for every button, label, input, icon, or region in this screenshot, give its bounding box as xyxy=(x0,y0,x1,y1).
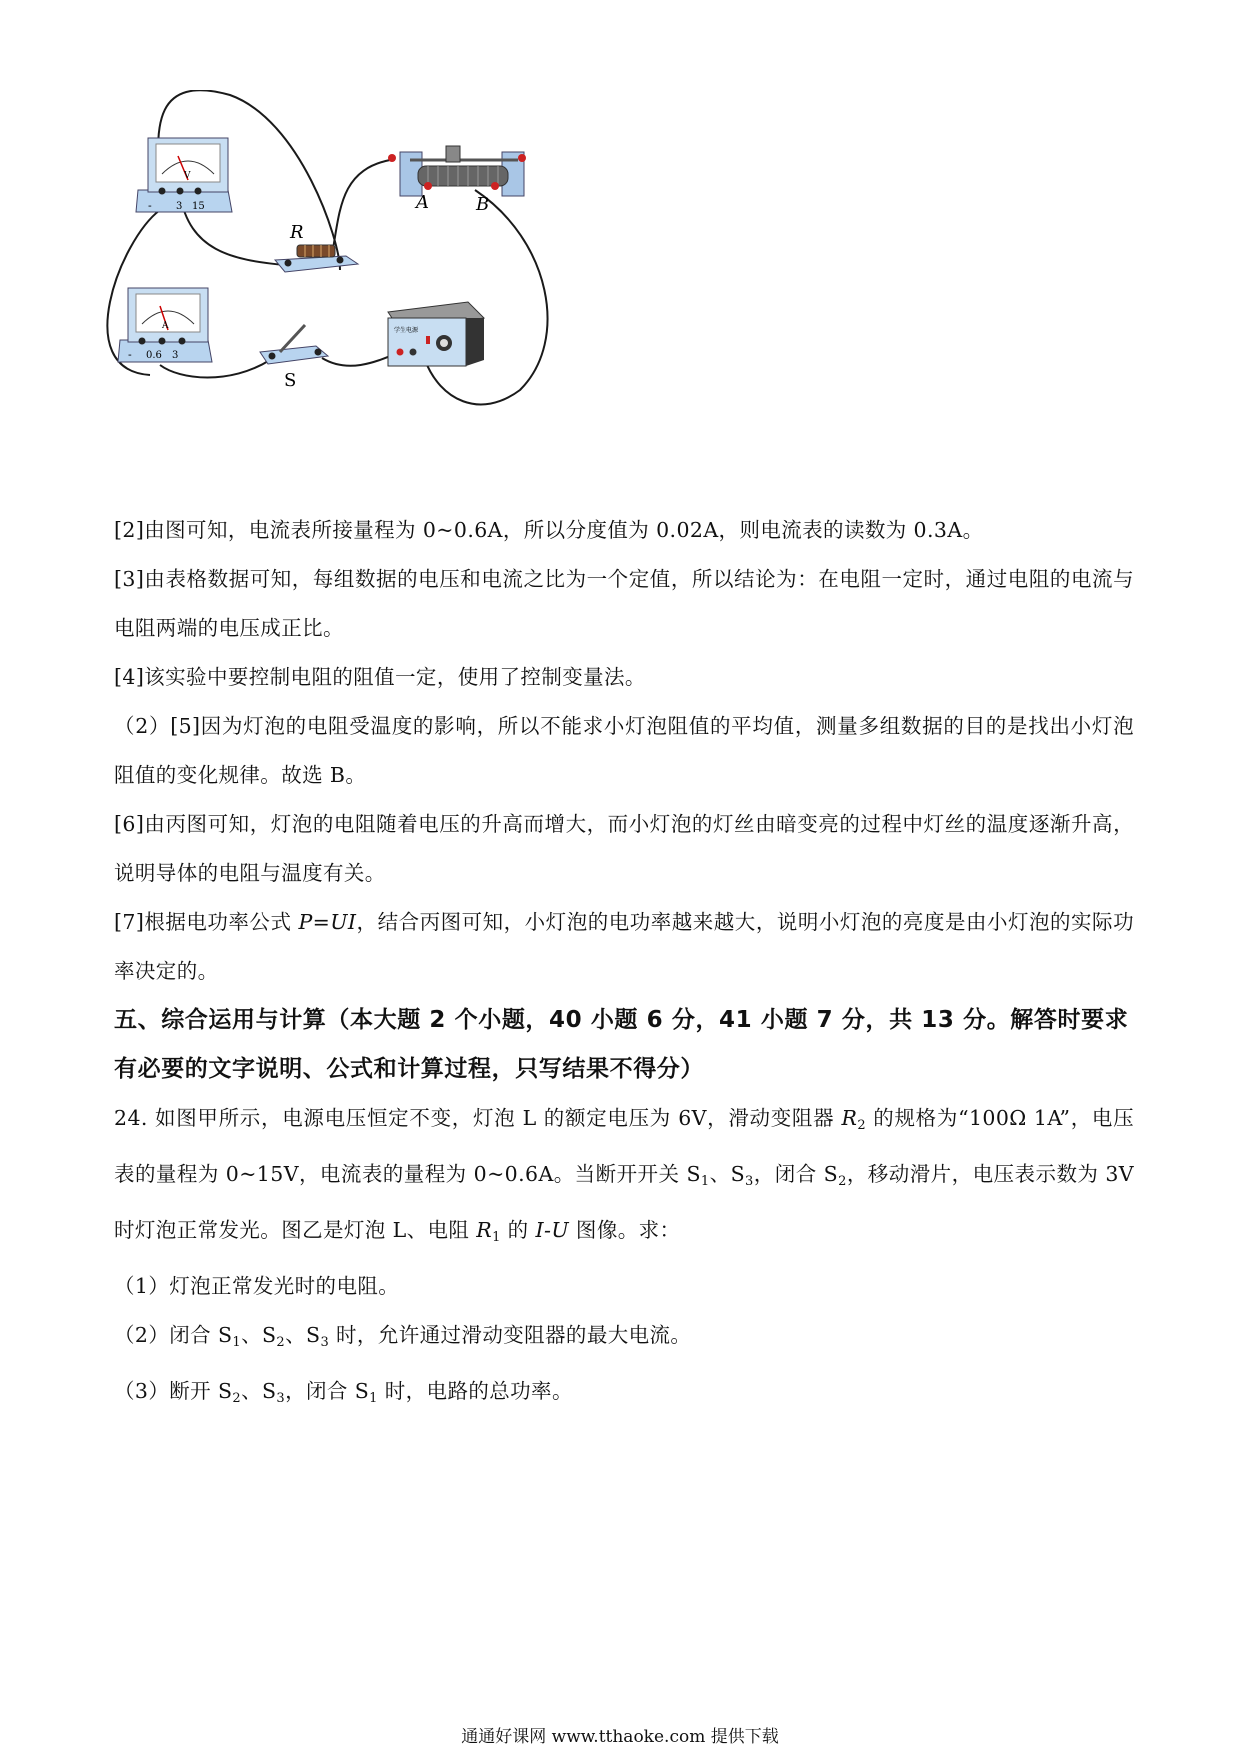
q24-text-2: 的规格为“100Ω 1A”，电压表的量程为 0~15V，电流表的量程为 0~0.6A。当断开开关 S xyxy=(114,1106,1134,1186)
sub2-text-d: 时，允许通过滑动变阻器的最大电流。 xyxy=(329,1323,692,1347)
q24-text-6: 的 xyxy=(500,1218,536,1242)
rheostat xyxy=(388,146,526,215)
q24-r2-sub: 2 xyxy=(857,1118,867,1133)
voltmeter-range-low: 3 xyxy=(176,201,183,212)
sub-question-3 xyxy=(114,1367,1134,1423)
power-supply xyxy=(388,302,484,366)
sub3-s2: 2 xyxy=(232,1391,242,1406)
answer-line-6: [6]由丙图可知，灯泡的电阻随着电压的升高而增大，而小灯泡的灯丝由暗变亮的过程中灯丝的温度逐渐升高，说明导体的电阻与温度有关。 xyxy=(114,812,1134,885)
q24-iu: I-U xyxy=(535,1218,570,1242)
resistor xyxy=(275,222,358,272)
sub3-text-d: 时，电路的总功率。 xyxy=(377,1379,573,1403)
q24-r1: R xyxy=(476,1218,493,1242)
p7-text-b: ，结合丙图可知，小灯泡的电功率越来越大，说明小灯泡的亮度是由小灯泡的实际功率决定的。 xyxy=(114,910,1134,983)
answer-line-4: [4]该实验中要控制电阻的阻值一定，使用了控制变量法。 xyxy=(114,665,646,689)
q24-r2: R xyxy=(841,1106,858,1130)
sub-question-1: （1）灯泡正常发光时的电阻。 xyxy=(114,1274,400,1298)
sub3-s3: 3 xyxy=(276,1391,286,1406)
rheostat-terminal-b: B xyxy=(476,194,490,215)
ammeter-range-low: 0.6 xyxy=(146,350,162,361)
page-footer[interactable]: 通通好课网 www.tthaoke.com 提供下载 xyxy=(461,1727,779,1747)
wire-rheostat-power xyxy=(425,190,548,404)
answer-line-7 xyxy=(114,898,1134,996)
sub3-text-a: （3）断开 S xyxy=(114,1379,233,1403)
sub2-text-b: 、S xyxy=(241,1323,277,1347)
circuit-diagram xyxy=(100,90,620,460)
power-supply-label: 学生电源 xyxy=(394,327,419,334)
switch-label: S xyxy=(284,370,297,391)
section-heading: 五、综合运用与计算（本大题 2 个小题，40 小题 6 分，41 小题 7 分，共 13 分。解答时要求有必要的文字说明、公式和计算过程，只写结果不得分） xyxy=(114,1007,1129,1082)
ammeter-letter: A xyxy=(162,321,169,331)
q24-r1-sub: 1 xyxy=(492,1230,501,1245)
p7-text-a: [7]根据电功率公式 xyxy=(114,910,299,934)
voltmeter-letter: V xyxy=(184,171,191,181)
q24-s3-sub: 3 xyxy=(745,1174,754,1189)
ammeter-minus: - xyxy=(128,348,132,361)
p7-formula: P=UI xyxy=(298,910,357,934)
answer-line-5: （2）[5]因为灯泡的电阻受温度的影响，所以不能求小灯泡阻值的平均值，测量多组数据的目的是找出小灯泡阻值的变化规律。故选 B。 xyxy=(114,714,1134,787)
ammeter-range-high: 3 xyxy=(172,350,179,361)
page-content xyxy=(114,506,1134,1423)
resistor-label: R xyxy=(290,222,304,243)
q24-s2-sub: 2 xyxy=(838,1174,847,1189)
voltmeter-minus: - xyxy=(148,199,152,212)
voltmeter xyxy=(136,138,232,212)
switch xyxy=(260,325,328,391)
q24-s1-sub: 1 xyxy=(700,1174,710,1189)
wire-ammeter-switch xyxy=(160,360,270,378)
sub2-text-a: （2）闭合 S xyxy=(114,1323,233,1347)
sub3-s1: 1 xyxy=(369,1391,378,1406)
answer-line-2: [2]由图可知，电流表所接量程为 0~0.6A，所以分度值为 0.02A，则电流表的读数为 0.3A。 xyxy=(114,518,984,542)
question-24 xyxy=(114,1094,1134,1262)
sub3-text-b: 、S xyxy=(241,1379,277,1403)
voltmeter-range-high: 15 xyxy=(192,201,205,212)
q24-text-5: ，移动滑片，电压表示数为 3V 时灯泡正常发光。图乙是灯泡 L、电阻 xyxy=(114,1162,1134,1242)
q24-text-7: 图像。求： xyxy=(569,1218,681,1242)
sub2-s1: 1 xyxy=(232,1335,242,1350)
sub2-s2: 2 xyxy=(276,1335,286,1350)
sub2-s3: 3 xyxy=(320,1335,330,1350)
q24-text-1: 24. 如图甲所示，电源电压恒定不变，灯泡 L 的额定电压为 6V，滑动变阻器 xyxy=(114,1106,842,1130)
q24-text-4: ，闭合 S xyxy=(753,1162,839,1186)
ammeter xyxy=(118,288,212,362)
q24-text-3: 、S xyxy=(709,1162,746,1186)
sub2-text-c: 、S xyxy=(285,1323,321,1347)
sub3-text-c: ，闭合 S xyxy=(285,1379,370,1403)
rheostat-terminal-a: A xyxy=(416,192,429,213)
answer-line-3: [3]由表格数据可知，每组数据的电压和电流之比为一个定值，所以结论为：在电阻一定时，通过电阻的电流与电阻两端的电压成正比。 xyxy=(114,567,1134,640)
wire-resistor-rheostat xyxy=(332,160,390,255)
sub-question-2 xyxy=(114,1311,1134,1367)
